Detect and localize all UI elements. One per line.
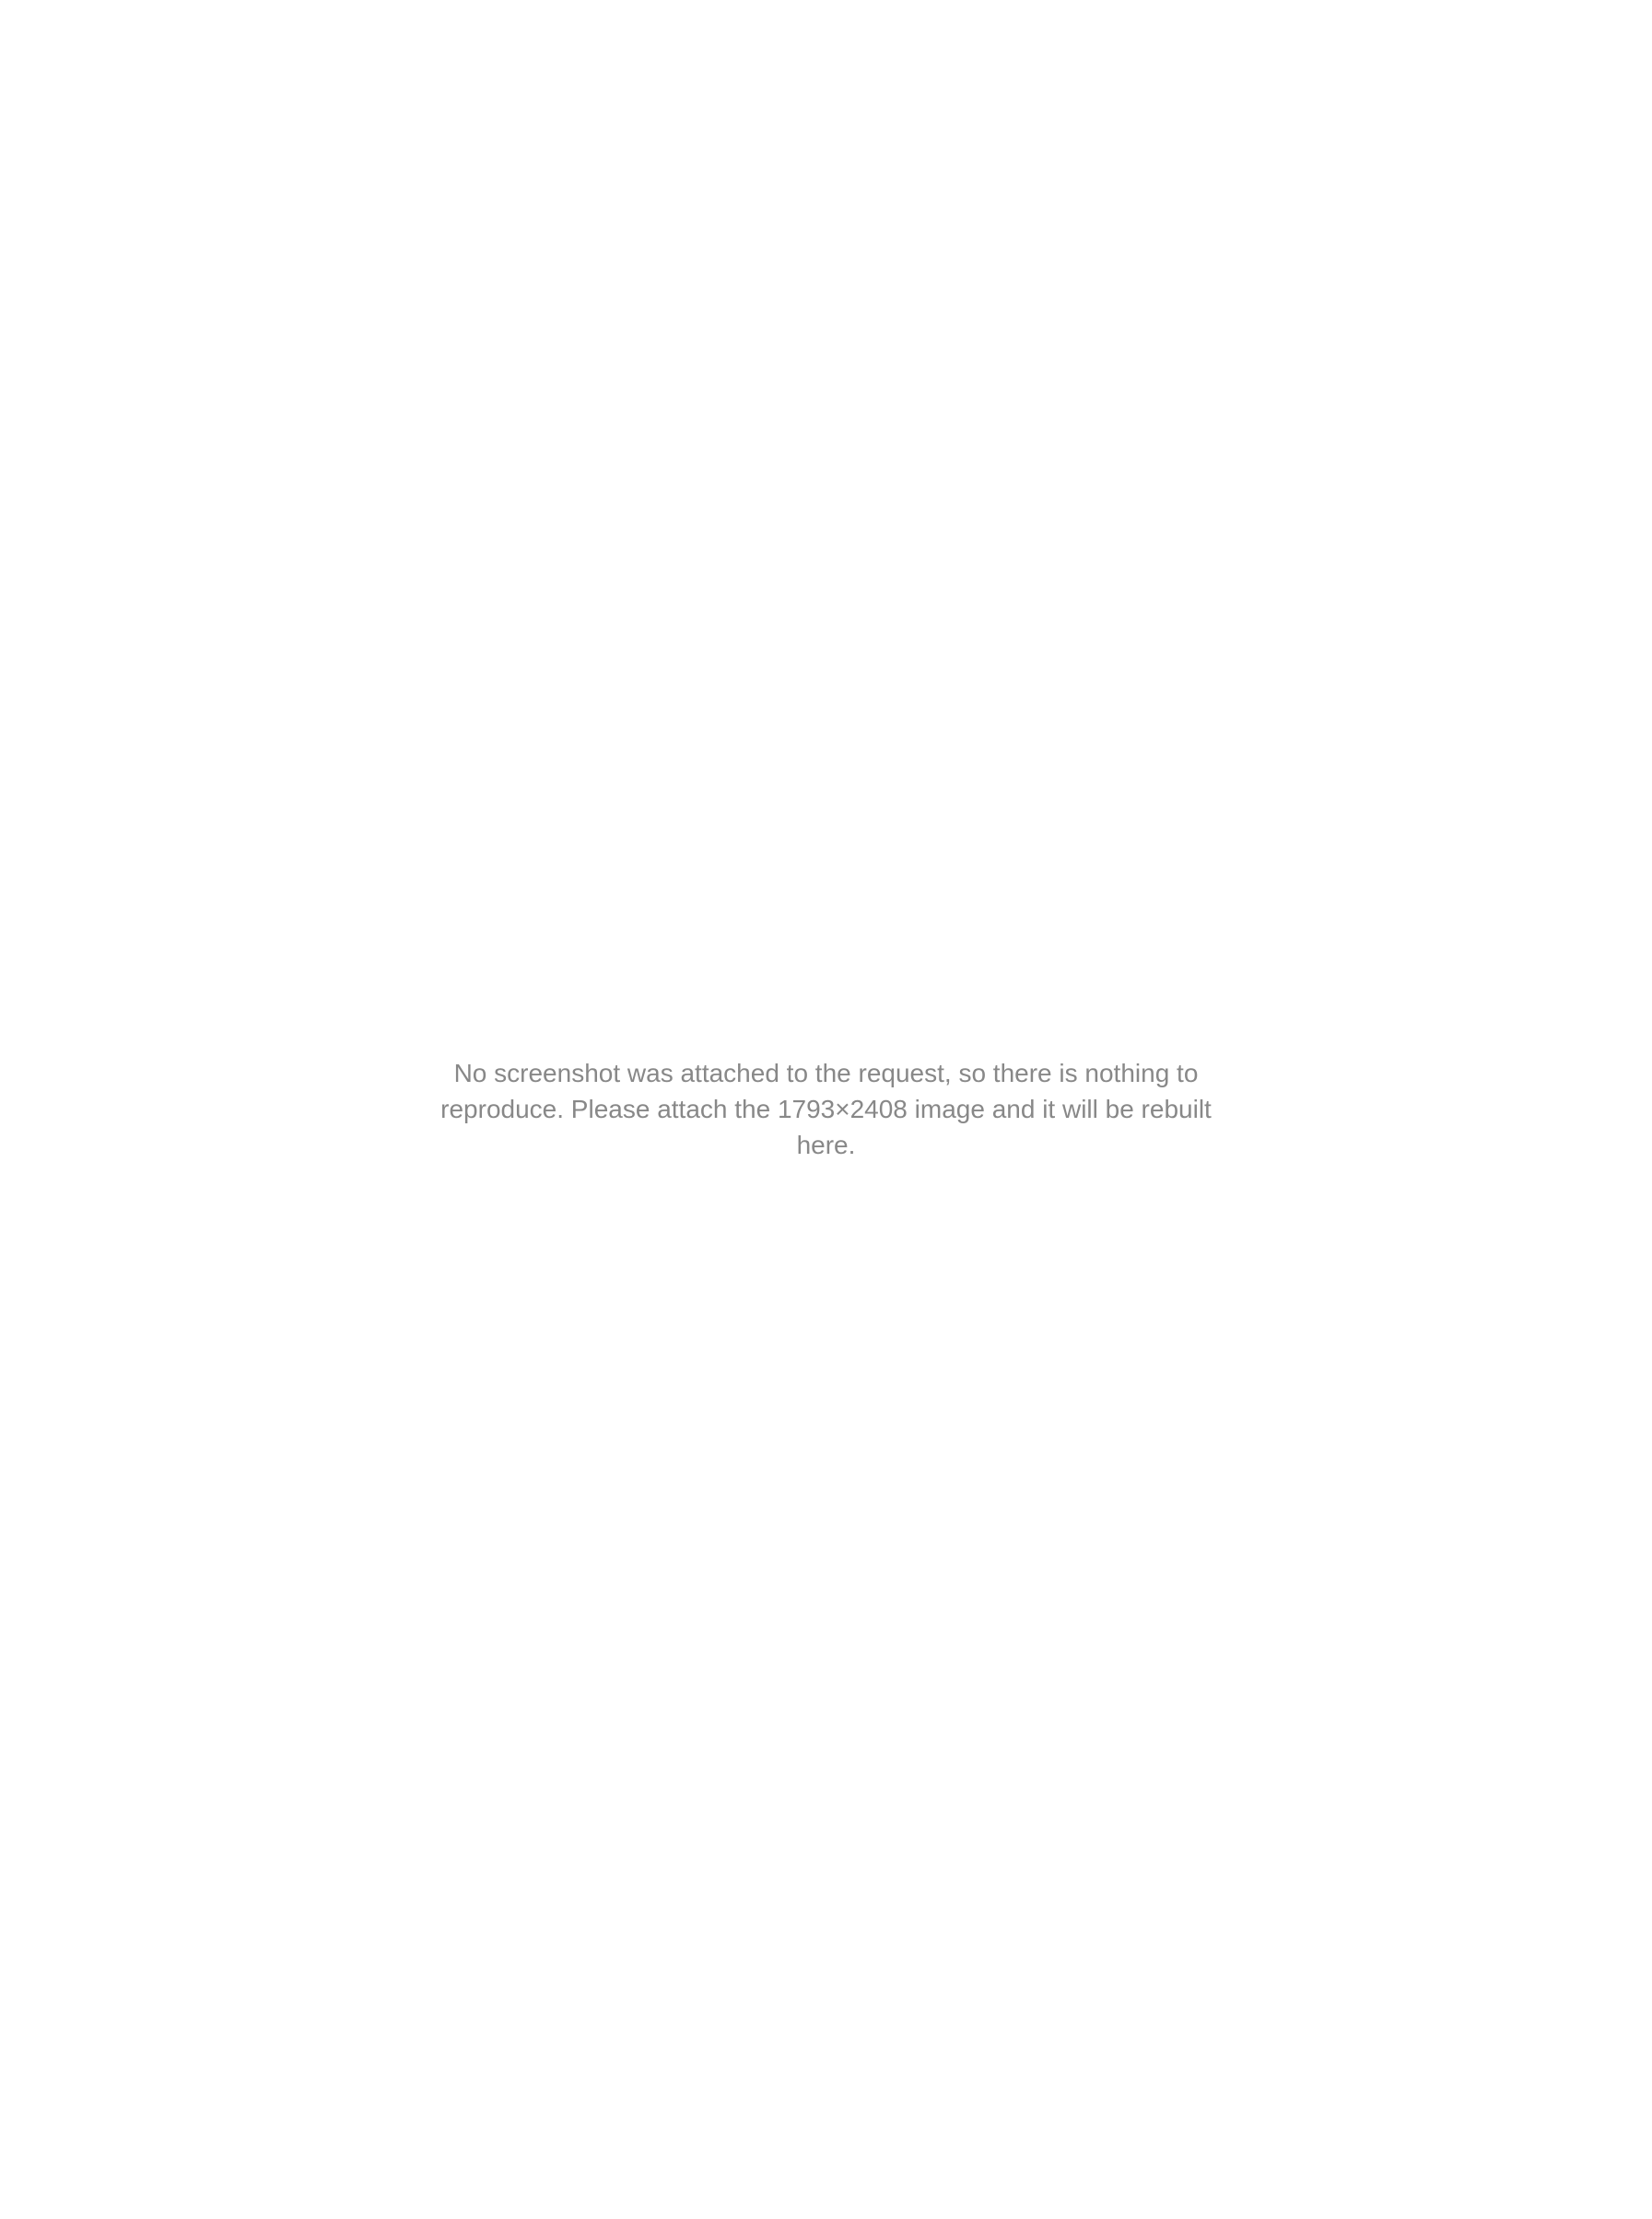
missing-image-note: No screenshot was attached to the request, so there is nothing to reproduce. Please attach the 1793×2408 image and it will be rebuilt here. [440, 1059, 1212, 1160]
